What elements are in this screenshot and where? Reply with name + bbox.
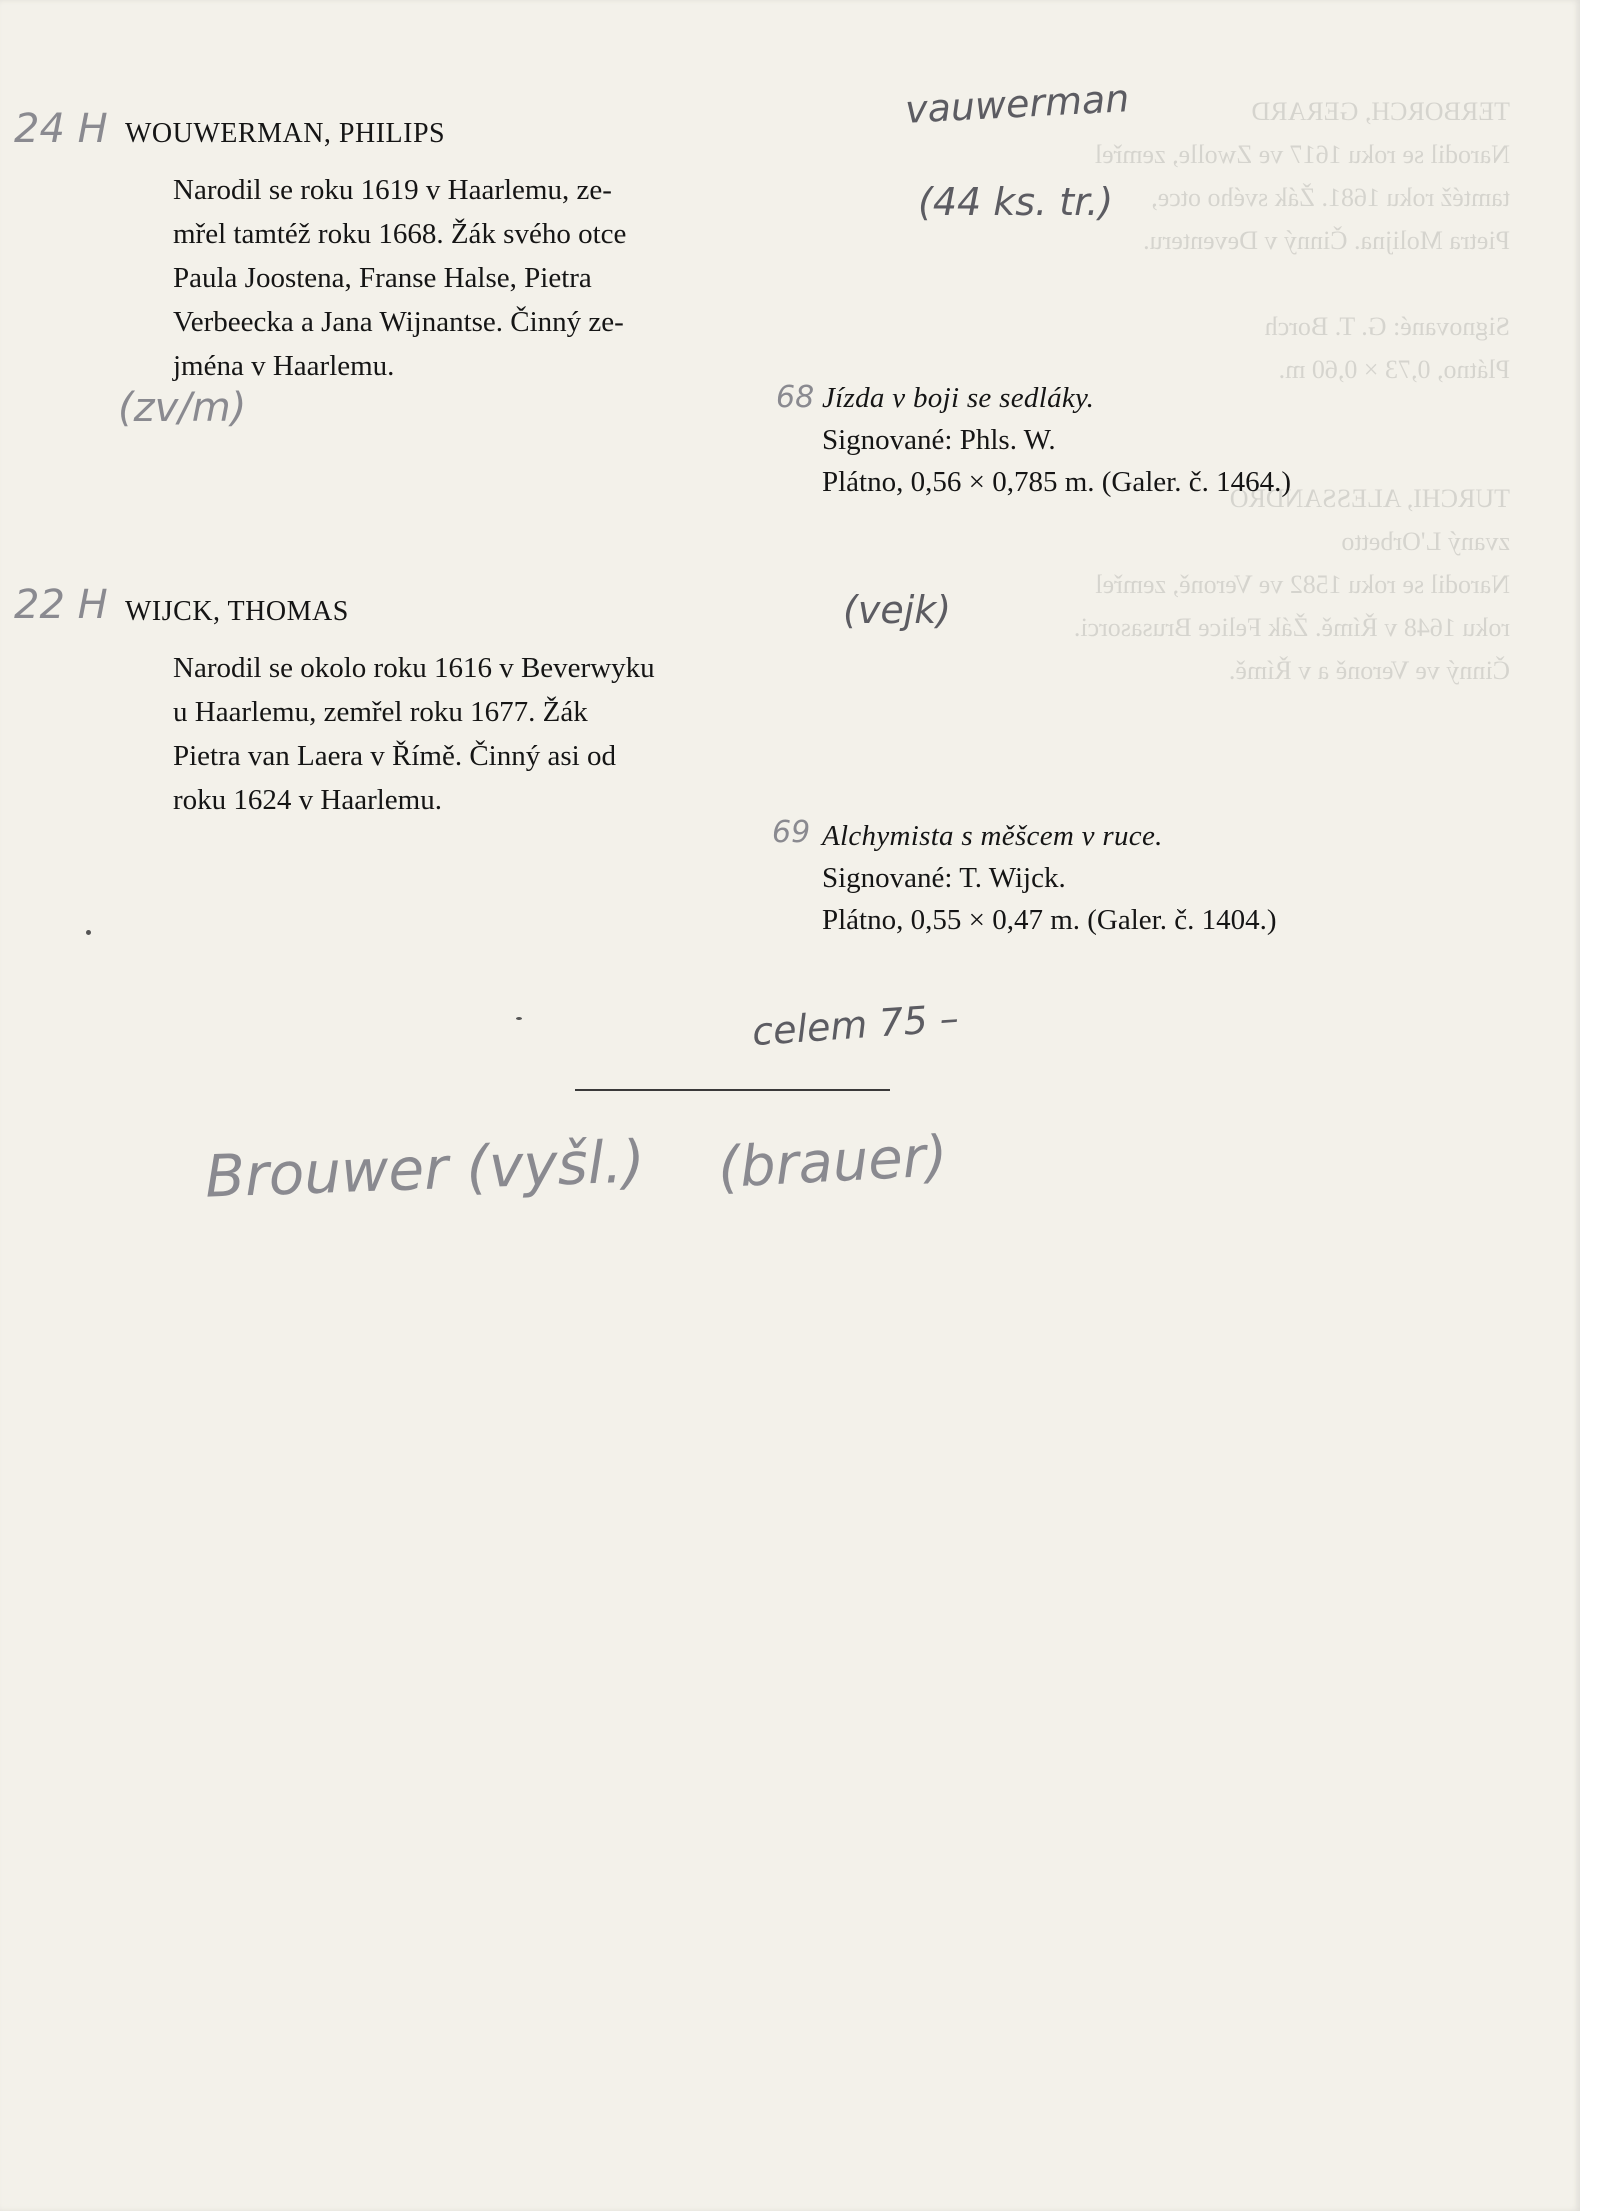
artist-heading-wijck: WIJCK, THOMAS: [125, 596, 349, 627]
bio-line: Narodil se roku 1619 v Haarlemu, ze-: [173, 174, 612, 206]
work-medium-wijck: Plátno, 0,55 × 0,47 m. (Galer. č. 1404.): [822, 904, 1277, 936]
section-divider: [575, 1089, 890, 1091]
handwritten-brouwer-pronunciation: (brauer): [716, 1124, 950, 1201]
handwritten-pronunciation-wijck: (vejk): [843, 588, 952, 632]
handwritten-margin-note-wouwerman: (zv/m): [118, 385, 247, 431]
work-signature-wijck: Signované: T. Wijck.: [822, 862, 1066, 894]
bleed-through-text: TERBORCH, GERARD Narodil se roku 1617 ve Zwolle, zemřel tamtéž roku 1681. Žák svého otce, Pietra Molijna. Činný v Deventeru. Signované: G. T. Borch Plátno, 0,73 × 0,60 m. TURCHI, ALESSANDRO zvaný L'Orbetto Narodil se roku 1582 ve Veroně, zemřel roku 1648 v Římě. Žák Felice Brusasorci. Činný ve Veroně a v Římě.: [1073, 97, 1510, 685]
work-medium-wouwerman: Plátno, 0,56 × 0,785 m. (Galer. č. 1464.): [822, 466, 1292, 498]
artist-heading-wouwerman: WOUWERMAN, PHILIPS: [125, 118, 446, 149]
scan-edge: [1580, 0, 1600, 2211]
bio-line: Pietra van Laera v Římě. Činný asi od: [173, 740, 616, 772]
catalogue-number-69: 69: [772, 815, 811, 850]
margin-note-entry-1: 24 H: [14, 106, 108, 152]
ink-dot: [516, 1017, 522, 1020]
bio-line: mřel tamtéž roku 1668. Žák svého otce: [173, 218, 627, 250]
handwritten-pronunciation-wouwerman: vauwerman: [904, 76, 1131, 132]
artist-bio-wouwerman: [173, 168, 775, 388]
catalogue-number-68: 68: [776, 380, 815, 415]
margin-note-entry-2: 22 H: [14, 582, 108, 628]
handwritten-brouwer-note: Brouwer (vyšl.): [203, 1127, 647, 1211]
bio-line: jména v Haarlemu.: [173, 350, 395, 382]
artist-bio-wijck: [173, 646, 775, 822]
handwritten-count-note: (44 ks. tr.): [918, 180, 1114, 224]
bio-line: roku 1624 v Haarlemu.: [173, 784, 442, 816]
work-title-wijck: Alchymista s měšcem v ruce.: [822, 820, 1163, 852]
bio-line: Paula Joostena, Franse Halse, Pietra: [173, 262, 592, 294]
ink-dot: [86, 930, 91, 935]
bio-line: Verbeecka a Jana Wijnantse. Činný ze-: [173, 306, 624, 338]
bio-line: Narodil se okolo roku 1616 v Beverwyku: [173, 652, 655, 684]
work-signature-wouwerman: Signované: Phls. W.: [822, 424, 1056, 456]
bio-line: u Haarlemu, zemřel roku 1677. Žák: [173, 696, 588, 728]
handwritten-total: celem 75 –: [750, 995, 961, 1055]
work-title-wouwerman: Jízda v boji se sedláky.: [822, 382, 1095, 414]
